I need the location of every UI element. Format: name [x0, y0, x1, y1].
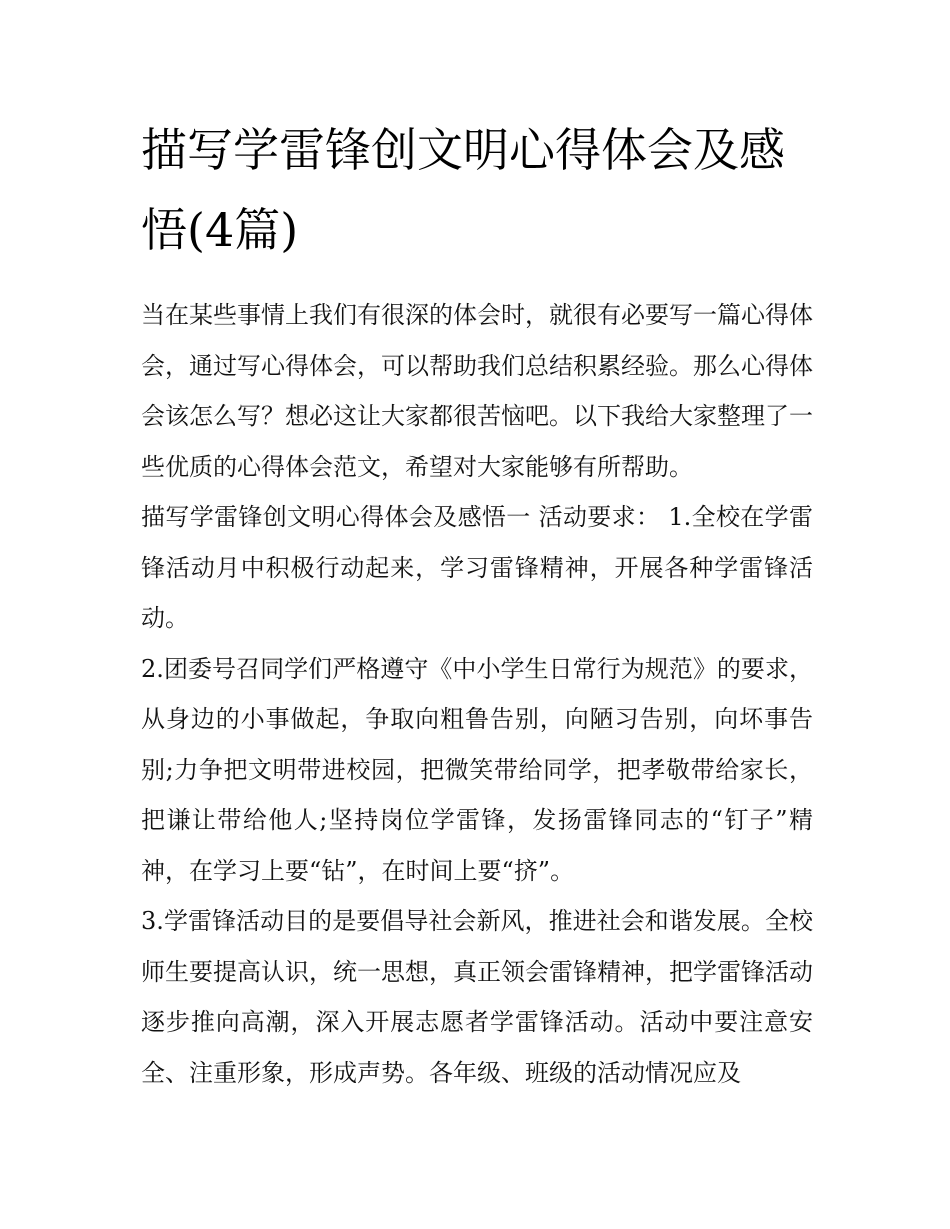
document-title: 描写学雷锋创文明心得体会及感悟(4篇): [141, 123, 785, 257]
paragraph-activity-requirement-3: 3.学雷锋活动目的是要倡导社会新风，推进社会和谐发展。全校师生要提高认识，统一思想，真正领会雷锋精神，把学雷锋活动逐步推向高潮，深入开展志愿者学雷锋活动。活动中要注意安全、注重形象，形成声势。各年级、班级的活动情况应及: [141, 907, 813, 1087]
document-body: [141, 110, 813, 1098]
intro-paragraph: 当在某些事情上我们有很深的体会时，就很有必要写一篇心得体会，通过写心得体会，可以帮助我们总结积累经验。那么心得体会该怎么写？想必这让大家都很苦恼吧。以下我给大家整理了一些优质的心得体会范文，希望对大家能够有所帮助。: [141, 301, 813, 481]
paragraph-activity-requirement-1: 描写学雷锋创文明心得体会及感悟一 活动要求： 1.全校在学雷锋活动月中积极行动起来，学习雷锋精神，开展各种学雷锋活动。: [141, 503, 813, 632]
paragraph-activity-requirement-2: 2.团委号召同学们严格遵守《中小学生日常行为规范》的要求，从身边的小事做起，争取向粗鲁告别，向陋习告别，向坏事告别;力争把文明带进校园，把微笑带给同学，把孝敬带给家长，把谦让带给他人;坚持岗位学雷锋，发扬雷锋同志的“钉子”精神，在学习上要“钻”，在时间上要“挤”。: [141, 654, 813, 885]
